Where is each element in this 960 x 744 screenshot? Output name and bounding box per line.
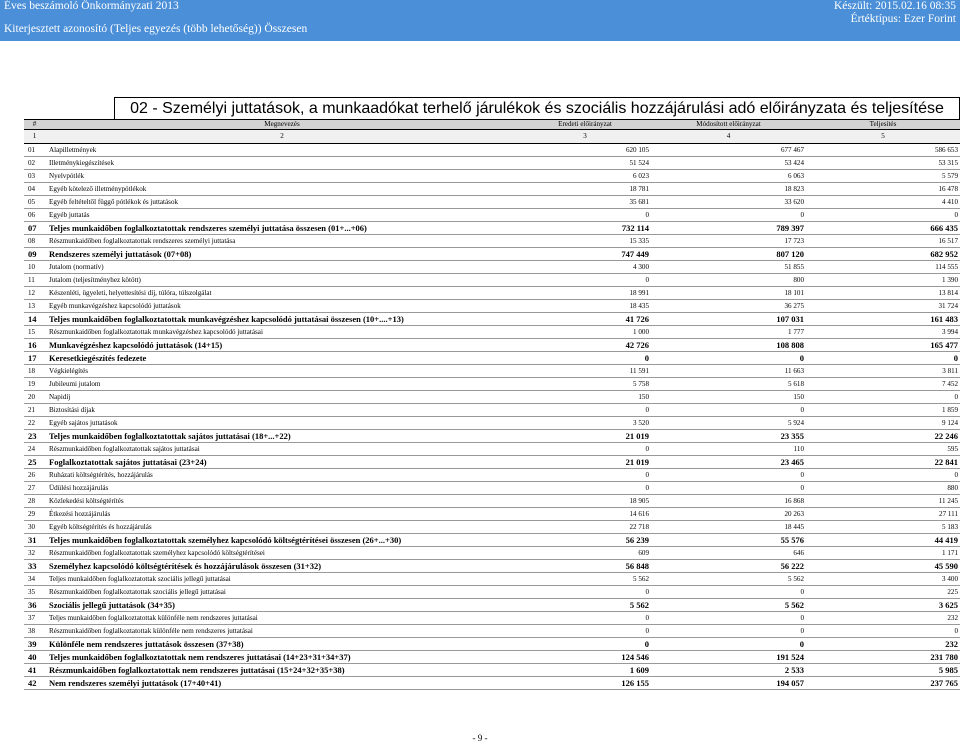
table-row [24, 547, 960, 560]
row-id: 09 [24, 248, 45, 261]
original-appropriation: 3 520 [519, 417, 651, 430]
column-number: 2 [45, 130, 519, 144]
table-row [24, 573, 960, 586]
table-row [24, 391, 960, 404]
original-appropriation: 18 905 [519, 495, 651, 508]
row-id: 12 [24, 287, 45, 300]
row-name: Teljes munkaidőben foglalkoztatottak munkavégzéshez kapcsolódó juttatásai összesen (10+....+13) [45, 313, 519, 326]
row-id: 28 [24, 495, 45, 508]
performance: 53 315 [806, 157, 960, 170]
original-appropriation: 0 [519, 625, 651, 638]
original-appropriation: 126 155 [519, 677, 651, 690]
original-appropriation: 5 758 [519, 378, 651, 391]
original-appropriation: 35 681 [519, 196, 651, 209]
row-id: 32 [24, 547, 45, 560]
row-name: Biztosítási díjak [45, 404, 519, 417]
table-row [24, 339, 960, 352]
row-name: Teljes munkaidőben foglalkoztatottak személyhez kapcsolódó költségtérítései összesen (26+...+30) [45, 534, 519, 547]
table-row [24, 612, 960, 625]
modified-appropriation: 0 [651, 586, 806, 599]
original-appropriation: 6 023 [519, 170, 651, 183]
performance: 114 555 [806, 261, 960, 274]
table-row [24, 209, 960, 222]
row-id: 36 [24, 599, 45, 612]
performance: 3 811 [806, 365, 960, 378]
table-body [24, 144, 960, 690]
performance: 0 [806, 469, 960, 482]
table-row [24, 287, 960, 300]
row-name: Egyéb költségtérítés és hozzájárulás [45, 521, 519, 534]
row-id: 21 [24, 404, 45, 417]
performance: 3 625 [806, 599, 960, 612]
column-number: 1 [24, 130, 45, 144]
modified-appropriation: 23 465 [651, 456, 806, 469]
original-appropriation: 609 [519, 547, 651, 560]
modified-appropriation: 0 [651, 612, 806, 625]
table-row [24, 443, 960, 456]
row-id: 11 [24, 274, 45, 287]
row-name: Végkielégítés [45, 365, 519, 378]
table-row [24, 508, 960, 521]
performance: 16 478 [806, 183, 960, 196]
table-row [24, 300, 960, 313]
row-name: Alapilletmények [45, 144, 519, 157]
performance: 232 [806, 638, 960, 651]
header-cell: Eredeti előirányzat [519, 120, 651, 130]
row-id: 14 [24, 313, 45, 326]
original-appropriation: 14 616 [519, 508, 651, 521]
table-row [24, 417, 960, 430]
table-row [24, 586, 960, 599]
performance: 13 814 [806, 287, 960, 300]
row-id: 02 [24, 157, 45, 170]
modified-appropriation: 646 [651, 547, 806, 560]
performance: 165 477 [806, 339, 960, 352]
modified-appropriation: 18 823 [651, 183, 806, 196]
table-row [24, 495, 960, 508]
row-name: Részmunkaidőben foglalkoztatottak rendszeres személyi juttatása [45, 235, 519, 248]
header-cell: Teljesítés [806, 120, 960, 130]
table-row [24, 326, 960, 339]
row-name: Részmunkaidőben foglalkoztatottak személyhez kapcsolódó költségtérítései [45, 547, 519, 560]
table-row [24, 183, 960, 196]
header-row [24, 120, 960, 130]
modified-appropriation: 108 808 [651, 339, 806, 352]
row-id: 08 [24, 235, 45, 248]
modified-appropriation: 107 031 [651, 313, 806, 326]
original-appropriation: 0 [519, 352, 651, 365]
performance: 586 653 [806, 144, 960, 157]
column-number: 3 [519, 130, 651, 144]
original-appropriation: 15 335 [519, 235, 651, 248]
modified-appropriation: 5 618 [651, 378, 806, 391]
row-name: Rendszeres személyi juttatások (07+08) [45, 248, 519, 261]
header-cell: # [24, 120, 45, 130]
original-appropriation: 5 562 [519, 573, 651, 586]
modified-appropriation: 0 [651, 638, 806, 651]
row-id: 10 [24, 261, 45, 274]
page-number: - 9 - [472, 733, 488, 743]
created-date: Készült: 2015.02.16 08:35 [833, 0, 956, 12]
modified-appropriation: 23 355 [651, 430, 806, 443]
performance: 44 419 [806, 534, 960, 547]
table-row [24, 157, 960, 170]
row-id: 38 [24, 625, 45, 638]
table-row [24, 352, 960, 365]
table-row [24, 534, 960, 547]
row-id: 18 [24, 365, 45, 378]
row-name: Munkavégzéshez kapcsolódó juttatások (14+15) [45, 339, 519, 352]
table-row [24, 144, 960, 157]
table-row [24, 196, 960, 209]
original-appropriation: 22 718 [519, 521, 651, 534]
modified-appropriation: 1 777 [651, 326, 806, 339]
original-appropriation: 5 562 [519, 599, 651, 612]
modified-appropriation: 191 524 [651, 651, 806, 664]
modified-appropriation: 0 [651, 482, 806, 495]
performance: 225 [806, 586, 960, 599]
table-row [24, 599, 960, 612]
table-title: 02 - Személyi juttatások, a munkaadókat terhelő járulékok és szociális hozzájárulási adó előirányzata és teljesítése [114, 97, 960, 119]
row-id: 23 [24, 430, 45, 443]
row-id: 31 [24, 534, 45, 547]
row-name: Üdülési hozzájárulás [45, 482, 519, 495]
row-id: 30 [24, 521, 45, 534]
modified-appropriation: 55 576 [651, 534, 806, 547]
row-id: 15 [24, 326, 45, 339]
row-name: Részmunkaidőben foglalkoztatottak különféle nem rendszeres juttatásai [45, 625, 519, 638]
row-name: Nem rendszeres személyi juttatások (17+40+41) [45, 677, 519, 690]
row-id: 04 [24, 183, 45, 196]
report-title: Éves beszámoló Önkormányzati 2013 [4, 0, 179, 12]
row-id: 39 [24, 638, 45, 651]
original-appropriation: 56 848 [519, 560, 651, 573]
header-cell: Megnevezés [45, 120, 519, 130]
performance: 0 [806, 209, 960, 222]
original-appropriation: 732 114 [519, 222, 651, 235]
performance: 682 952 [806, 248, 960, 261]
modified-appropriation: 20 263 [651, 508, 806, 521]
performance: 3 400 [806, 573, 960, 586]
row-name: Részmunkaidőben foglalkoztatottak nem rendszeres juttatásai (15+24+32+35+38) [45, 664, 519, 677]
performance: 11 245 [806, 495, 960, 508]
modified-appropriation: 33 620 [651, 196, 806, 209]
row-name: Szociális jellegű juttatások (34+35) [45, 599, 519, 612]
modified-appropriation: 807 120 [651, 248, 806, 261]
row-name: Részmunkaidőben foglalkoztatottak munkavégzéshez kapcsolódó juttatásai [45, 326, 519, 339]
row-name: Napidíj [45, 391, 519, 404]
original-appropriation: 0 [519, 274, 651, 287]
table-row [24, 378, 960, 391]
column-number-row [24, 130, 960, 144]
table-row [24, 521, 960, 534]
table-row [24, 313, 960, 326]
performance: 7 452 [806, 378, 960, 391]
performance: 666 435 [806, 222, 960, 235]
modified-appropriation: 51 855 [651, 261, 806, 274]
table-row [24, 430, 960, 443]
original-appropriation: 21 019 [519, 430, 651, 443]
modified-appropriation: 5 924 [651, 417, 806, 430]
row-name: Teljes munkaidőben foglalkoztatottak szociális jellegű juttatásai [45, 573, 519, 586]
data-table [24, 119, 960, 690]
modified-appropriation: 0 [651, 625, 806, 638]
performance: 231 780 [806, 651, 960, 664]
column-number: 5 [806, 130, 960, 144]
table-row [24, 170, 960, 183]
performance: 22 246 [806, 430, 960, 443]
row-id: 05 [24, 196, 45, 209]
modified-appropriation: 5 562 [651, 599, 806, 612]
modified-appropriation: 677 467 [651, 144, 806, 157]
table-row [24, 664, 960, 677]
original-appropriation: 51 524 [519, 157, 651, 170]
performance: 9 124 [806, 417, 960, 430]
original-appropriation: 18 991 [519, 287, 651, 300]
row-id: 17 [24, 352, 45, 365]
modified-appropriation: 18 445 [651, 521, 806, 534]
row-name: Egyéb sajátos juttatások [45, 417, 519, 430]
performance: 1 859 [806, 404, 960, 417]
modified-appropriation: 150 [651, 391, 806, 404]
modified-appropriation: 11 663 [651, 365, 806, 378]
table-row [24, 274, 960, 287]
table-row [24, 469, 960, 482]
original-appropriation: 18 435 [519, 300, 651, 313]
row-id: 07 [24, 222, 45, 235]
row-id: 37 [24, 612, 45, 625]
row-name: Egyéb juttatás [45, 209, 519, 222]
performance: 16 517 [806, 235, 960, 248]
row-id: 25 [24, 456, 45, 469]
modified-appropriation: 53 424 [651, 157, 806, 170]
entity-label: Kiterjesztett azonosító (Teljes egyezés (több lehetőség)) Összesen [4, 23, 308, 35]
original-appropriation: 124 546 [519, 651, 651, 664]
performance: 5 183 [806, 521, 960, 534]
row-name: Ruházati költségtérítés, hozzájárulás [45, 469, 519, 482]
performance: 1 390 [806, 274, 960, 287]
modified-appropriation: 5 562 [651, 573, 806, 586]
row-name: Különféle nem rendszeres juttatások összesen (37+38) [45, 638, 519, 651]
modified-appropriation: 194 057 [651, 677, 806, 690]
row-id: 13 [24, 300, 45, 313]
modified-appropriation: 36 275 [651, 300, 806, 313]
modified-appropriation: 2 533 [651, 664, 806, 677]
original-appropriation: 56 239 [519, 534, 651, 547]
row-id: 35 [24, 586, 45, 599]
original-appropriation: 0 [519, 469, 651, 482]
row-id: 27 [24, 482, 45, 495]
original-appropriation: 0 [519, 404, 651, 417]
modified-appropriation: 0 [651, 352, 806, 365]
modified-appropriation: 110 [651, 443, 806, 456]
row-name: Egyéb kötelező illetménypótlékok [45, 183, 519, 196]
row-name: Teljes munkaidőben foglalkoztatottak sajátos juttatásai (18+...+22) [45, 430, 519, 443]
table-row [24, 404, 960, 417]
table-row [24, 222, 960, 235]
table-row [24, 456, 960, 469]
modified-appropriation: 18 101 [651, 287, 806, 300]
row-name: Jubileumi jutalom [45, 378, 519, 391]
original-appropriation: 150 [519, 391, 651, 404]
row-id: 03 [24, 170, 45, 183]
original-appropriation: 4 300 [519, 261, 651, 274]
original-appropriation: 11 591 [519, 365, 651, 378]
performance: 0 [806, 352, 960, 365]
table-row [24, 625, 960, 638]
modified-appropriation: 0 [651, 469, 806, 482]
performance: 0 [806, 625, 960, 638]
row-id: 29 [24, 508, 45, 521]
row-name: Részmunkaidőben foglalkoztatottak sajátos juttatásai [45, 443, 519, 456]
report-banner [0, 0, 960, 41]
header-cell: Módosított előirányzat [651, 120, 806, 130]
performance: 237 765 [806, 677, 960, 690]
original-appropriation: 1 000 [519, 326, 651, 339]
row-name: Részmunkaidőben foglalkoztatottak szociális jellegű juttatásai [45, 586, 519, 599]
original-appropriation: 0 [519, 586, 651, 599]
original-appropriation: 0 [519, 209, 651, 222]
performance: 5 579 [806, 170, 960, 183]
performance: 45 590 [806, 560, 960, 573]
performance: 595 [806, 443, 960, 456]
row-id: 22 [24, 417, 45, 430]
performance: 22 841 [806, 456, 960, 469]
row-name: Teljes munkaidőben foglalkoztatottak nem rendszeres juttatásai (14+23+31+34+37) [45, 651, 519, 664]
original-appropriation: 0 [519, 612, 651, 625]
performance: 4 410 [806, 196, 960, 209]
table-row [24, 651, 960, 664]
original-appropriation: 0 [519, 443, 651, 456]
row-name: Nyelvpótlék [45, 170, 519, 183]
original-appropriation: 21 019 [519, 456, 651, 469]
table-row [24, 482, 960, 495]
performance: 0 [806, 391, 960, 404]
row-id: 41 [24, 664, 45, 677]
row-name: Teljes munkaidőben foglalkoztatottak rendszeres személyi juttatása összesen (01+...+06) [45, 222, 519, 235]
modified-appropriation: 789 397 [651, 222, 806, 235]
performance: 3 994 [806, 326, 960, 339]
original-appropriation: 18 781 [519, 183, 651, 196]
row-name: Étkezési hozzájárulás [45, 508, 519, 521]
row-name: Közlekedési költségtérítés [45, 495, 519, 508]
row-name: Egyéb feltételtől függő pótlékok és juttatások [45, 196, 519, 209]
row-id: 40 [24, 651, 45, 664]
table-row [24, 235, 960, 248]
row-name: Egyéb munkavégzéshez kapcsolódó juttatások [45, 300, 519, 313]
row-id: 42 [24, 677, 45, 690]
performance: 1 171 [806, 547, 960, 560]
modified-appropriation: 0 [651, 404, 806, 417]
table-row [24, 261, 960, 274]
table-row [24, 638, 960, 651]
table-row [24, 560, 960, 573]
row-name: Illetménykiegészítések [45, 157, 519, 170]
row-id: 24 [24, 443, 45, 456]
row-name: Teljes munkaidőben foglalkoztatottak különféle nem rendszeres juttatásai [45, 612, 519, 625]
row-name: Keresetkiegészítés fedezete [45, 352, 519, 365]
row-id: 16 [24, 339, 45, 352]
performance: 161 483 [806, 313, 960, 326]
column-number: 4 [651, 130, 806, 144]
modified-appropriation: 6 063 [651, 170, 806, 183]
modified-appropriation: 16 868 [651, 495, 806, 508]
original-appropriation: 0 [519, 482, 651, 495]
row-name: Jutalom (normatív) [45, 261, 519, 274]
table-row [24, 677, 960, 690]
modified-appropriation: 56 222 [651, 560, 806, 573]
modified-appropriation: 0 [651, 209, 806, 222]
performance: 880 [806, 482, 960, 495]
performance: 5 985 [806, 664, 960, 677]
row-id: 19 [24, 378, 45, 391]
original-appropriation: 41 726 [519, 313, 651, 326]
original-appropriation: 1 609 [519, 664, 651, 677]
row-id: 20 [24, 391, 45, 404]
modified-appropriation: 800 [651, 274, 806, 287]
original-appropriation: 42 726 [519, 339, 651, 352]
row-name: Foglalkoztatottak sajátos juttatásai (23+24) [45, 456, 519, 469]
performance: 27 111 [806, 508, 960, 521]
performance: 232 [806, 612, 960, 625]
value-type: Értéktípus: Ezer Forint [850, 13, 956, 25]
original-appropriation: 0 [519, 638, 651, 651]
row-id: 01 [24, 144, 45, 157]
row-id: 34 [24, 573, 45, 586]
table-row [24, 365, 960, 378]
performance: 31 724 [806, 300, 960, 313]
row-id: 33 [24, 560, 45, 573]
row-name: Jutalom (teljesítményhez kötött) [45, 274, 519, 287]
table-row [24, 248, 960, 261]
row-name: Személyhez kapcsolódó költségtérítések és hozzájárulások összesen (31+32) [45, 560, 519, 573]
row-name: Készenléti, ügyeleti, helyettesítési díj, túlóra, túlszolgálat [45, 287, 519, 300]
original-appropriation: 747 449 [519, 248, 651, 261]
row-id: 06 [24, 209, 45, 222]
row-id: 26 [24, 469, 45, 482]
modified-appropriation: 17 723 [651, 235, 806, 248]
original-appropriation: 620 105 [519, 144, 651, 157]
